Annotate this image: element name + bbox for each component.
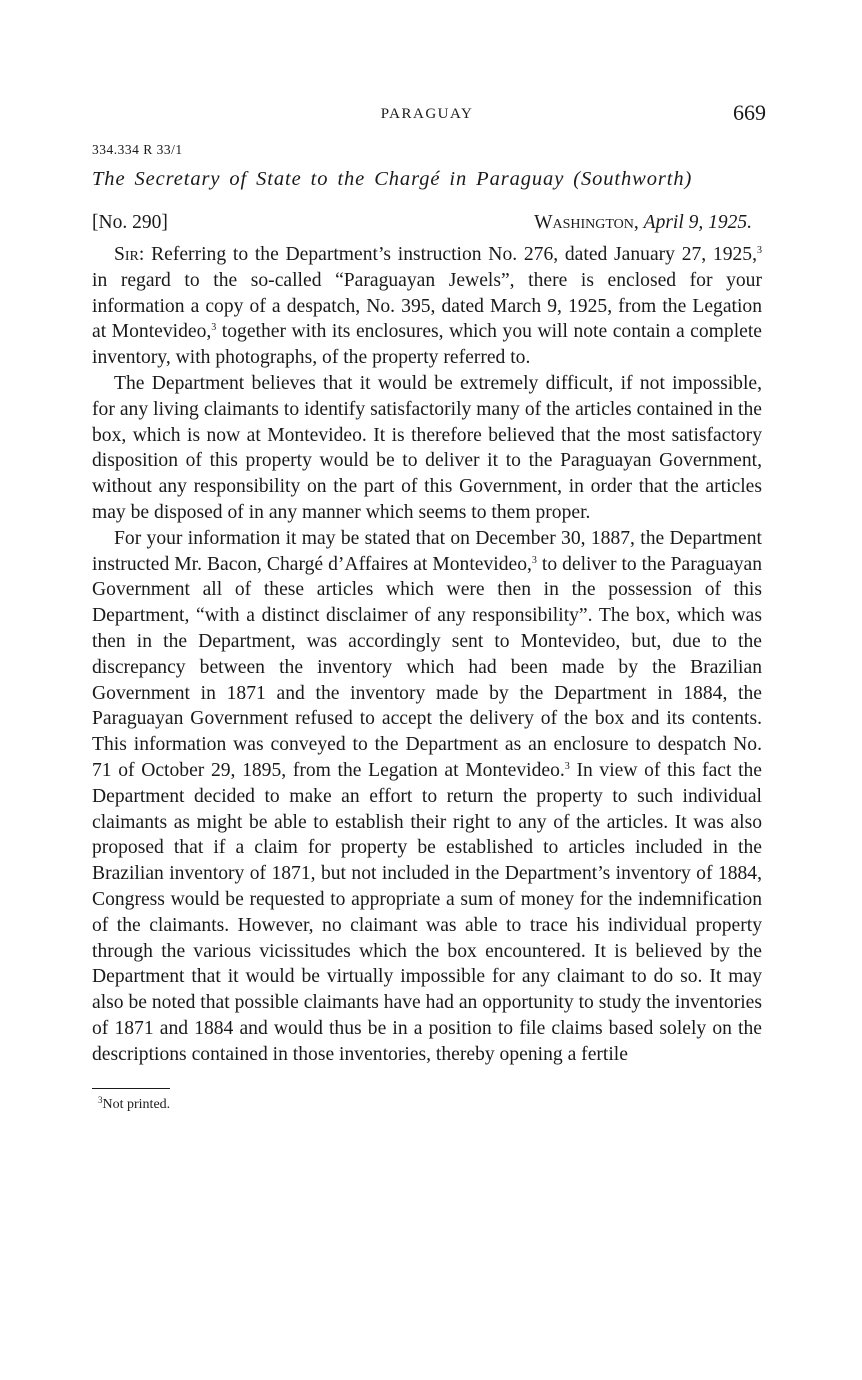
footnote-ref: 3	[757, 245, 762, 256]
paragraph-1	[92, 242, 762, 371]
paragraph-2: The Department believes that it would be extremely difficult, if not impossible, for any living claimants to identify satisfactorily many of the articles contained in the box, which is now at Montevideo. It is therefore believed that the most satisfactory disposition of this property would be to deliver it to the Paraguayan Government, without any responsibility on the part of this Government, in order that the articles may be disposed of in any manner which seems to them proper.	[92, 372, 762, 523]
document-title: The Secretary of State to the Chargé in Paraguay (Southworth)	[92, 168, 693, 190]
paragraph-1-part-a: : Referring to the Department’s instruction No. 276, dated January 27, 1925,	[138, 244, 757, 265]
document-page	[92, 100, 766, 1113]
salutation: Sir	[114, 244, 139, 265]
instruction-number: [No. 290]	[92, 212, 168, 233]
date: April 9, 1925.	[643, 212, 752, 233]
page-number: 669	[733, 100, 766, 125]
footnote-marker: 3	[98, 1094, 103, 1105]
place: Washington,	[534, 212, 639, 233]
paragraph-1-part-b: in regard to the so-called “Paraguayan Jewels”, there is enclosed for your information a copy of a despatch, No. 395, dated March 9, 1925, from the Legation at Montevideo,	[92, 269, 762, 343]
footnote-divider	[92, 1088, 170, 1089]
running-header	[92, 100, 766, 134]
footnote-ref: 3	[564, 760, 570, 772]
running-title: PARAGUAY	[380, 106, 474, 122]
paragraph-3-part-c: In view of this fact the Department decided to make an effort to return the property to such individual claimants as might be able to establish their right to any of the articles. It was also proposed that if a claim for property be established to articles included in the Brazilian inventory of 1871, but not included in the Department’s inventory of 1884, Congress would be requested to appropriate a sum of money for the indemnification of the claimants. However, no claimant was able to trace his individual property through the various vicissitudes which the box encountered. It is believed by the Department that it would be virtually impossible for any claimant to do so. It may also be noted that possible claimants have had an opportunity to study the inventories of 1871 and 1884 and would thus be in a position to file claims based solely on the descriptions contained in those inventories, thereby opening a fertile	[92, 759, 763, 1065]
paragraph-3-part-a: For your information it may be stated that on December 30, 1887, the Department instructed Mr. Bacon, Chargé d’Affaires at Montevideo,	[92, 527, 762, 575]
paragraph-1-part-c: together with its enclosures, which you will note contain a complete inventory, with photographs, of the property referred to.	[92, 321, 762, 369]
paragraph-3-part-b: to deliver to the Paraguayan Government all of these articles which were then in the possession of this Department, “with a distinct disclaimer of any responsibility”. The box, which was then in the Department, was accordingly sent to Montevideo, but, due to the discrepancy between the inventory which had been made by the Brazilian Government in 1871 and the inventory made by the Department in 1884, the Paraguayan Government refused to accept the delivery of the box and its contents. This information was conveyed to the Department as an enclosure to despatch No. 71 of October 29, 1895, from the Legation at Montevideo.	[92, 553, 762, 781]
file-number: 334.334 R 33/1	[92, 142, 183, 157]
footnote	[98, 1094, 762, 1113]
footnote-ref: 3	[531, 554, 537, 566]
place-and-date	[534, 212, 752, 234]
footnote-ref: 3	[211, 322, 217, 334]
letter-body	[92, 242, 762, 1068]
footnote-text: Not printed.	[102, 1096, 171, 1112]
dateline	[92, 212, 762, 242]
paragraph-3	[92, 526, 762, 1068]
